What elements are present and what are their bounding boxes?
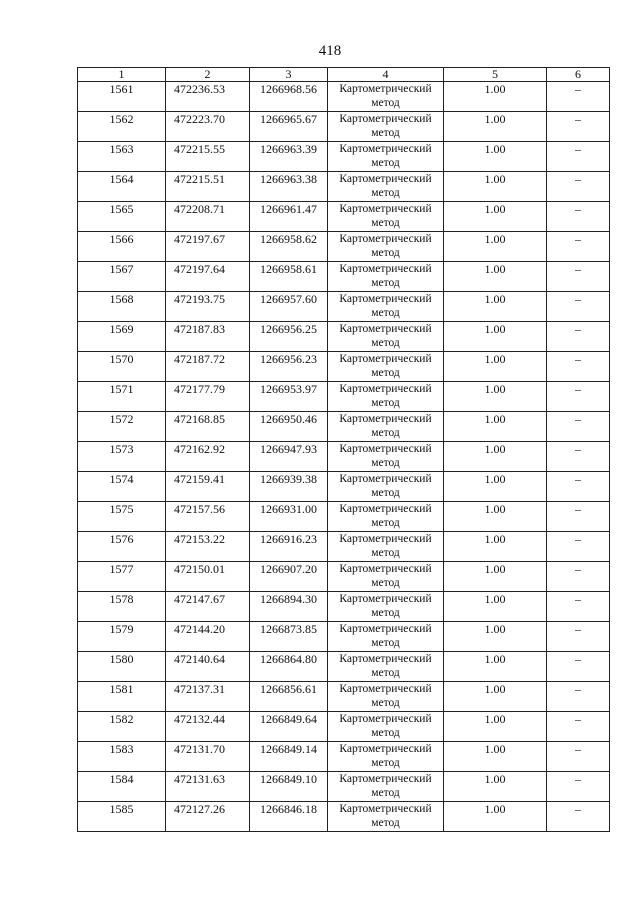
method-cell: Картометрический метод: [328, 622, 444, 652]
x-coordinate-cell: 472132.44: [166, 712, 250, 742]
point-number-cell: 1585: [78, 802, 166, 832]
accuracy-cell: 1.00: [444, 802, 547, 832]
method-cell: Картометрический метод: [328, 712, 444, 742]
table-row: [78, 742, 610, 772]
table-row: [78, 322, 610, 352]
note-cell: –: [547, 202, 610, 232]
method-cell: Картометрический метод: [328, 82, 444, 112]
x-coordinate-cell: 472162.92: [166, 442, 250, 472]
table-row: [78, 682, 610, 712]
method-cell: Картометрический метод: [328, 292, 444, 322]
y-coordinate-cell: 1266916.23: [250, 532, 328, 562]
accuracy-cell: 1.00: [444, 562, 547, 592]
x-coordinate-cell: 472215.55: [166, 142, 250, 172]
point-number-cell: 1584: [78, 772, 166, 802]
accuracy-cell: 1.00: [444, 322, 547, 352]
note-cell: –: [547, 82, 610, 112]
note-cell: –: [547, 802, 610, 832]
point-number-cell: 1562: [78, 112, 166, 142]
method-cell: Картометрический метод: [328, 202, 444, 232]
method-cell: Картометрический метод: [328, 172, 444, 202]
accuracy-cell: 1.00: [444, 442, 547, 472]
accuracy-cell: 1.00: [444, 682, 547, 712]
table-row: [78, 382, 610, 412]
y-coordinate-cell: 1266846.18: [250, 802, 328, 832]
note-cell: –: [547, 322, 610, 352]
y-coordinate-cell: 1266849.14: [250, 742, 328, 772]
table-row: [78, 652, 610, 682]
note-cell: –: [547, 682, 610, 712]
method-cell: Картометрический метод: [328, 262, 444, 292]
method-cell: Картометрический метод: [328, 742, 444, 772]
method-cell: Картометрический метод: [328, 142, 444, 172]
x-coordinate-cell: 472197.64: [166, 262, 250, 292]
table-row: [78, 172, 610, 202]
x-coordinate-cell: 472159.41: [166, 472, 250, 502]
method-cell: Картометрический метод: [328, 412, 444, 442]
note-cell: –: [547, 592, 610, 622]
accuracy-cell: 1.00: [444, 472, 547, 502]
column-header: 6: [547, 68, 610, 82]
note-cell: –: [547, 532, 610, 562]
accuracy-cell: 1.00: [444, 652, 547, 682]
method-cell: Картометрический метод: [328, 532, 444, 562]
y-coordinate-cell: 1266958.62: [250, 232, 328, 262]
y-coordinate-cell: 1266856.61: [250, 682, 328, 712]
note-cell: –: [547, 352, 610, 382]
accuracy-cell: 1.00: [444, 622, 547, 652]
point-number-cell: 1570: [78, 352, 166, 382]
x-coordinate-cell: 472153.22: [166, 532, 250, 562]
point-number-cell: 1577: [78, 562, 166, 592]
note-cell: –: [547, 712, 610, 742]
note-cell: –: [547, 622, 610, 652]
accuracy-cell: 1.00: [444, 202, 547, 232]
table-row: [78, 292, 610, 322]
page-number: 418: [318, 43, 342, 59]
y-coordinate-cell: 1266958.61: [250, 262, 328, 292]
x-coordinate-cell: 472208.71: [166, 202, 250, 232]
method-cell: Картометрический метод: [328, 112, 444, 142]
point-number-cell: 1581: [78, 682, 166, 712]
accuracy-cell: 1.00: [444, 592, 547, 622]
y-coordinate-cell: 1266947.93: [250, 442, 328, 472]
note-cell: –: [547, 442, 610, 472]
y-coordinate-cell: 1266956.23: [250, 352, 328, 382]
method-cell: Картометрический метод: [328, 562, 444, 592]
note-cell: –: [547, 382, 610, 412]
method-cell: Картометрический метод: [328, 232, 444, 262]
y-coordinate-cell: 1266950.46: [250, 412, 328, 442]
note-cell: –: [547, 262, 610, 292]
method-cell: Картометрический метод: [328, 472, 444, 502]
accuracy-cell: 1.00: [444, 112, 547, 142]
x-coordinate-cell: 472236.53: [166, 82, 250, 112]
y-coordinate-cell: 1266849.64: [250, 712, 328, 742]
note-cell: –: [547, 562, 610, 592]
y-coordinate-cell: 1266939.38: [250, 472, 328, 502]
table-row: [78, 442, 610, 472]
method-cell: Картометрический метод: [328, 802, 444, 832]
note-cell: –: [547, 232, 610, 262]
note-cell: –: [547, 772, 610, 802]
point-number-cell: 1563: [78, 142, 166, 172]
accuracy-cell: 1.00: [444, 352, 547, 382]
column-header: 4: [328, 68, 444, 82]
x-coordinate-cell: 472137.31: [166, 682, 250, 712]
x-coordinate-cell: 472131.70: [166, 742, 250, 772]
x-coordinate-cell: 472131.63: [166, 772, 250, 802]
point-number-cell: 1565: [78, 202, 166, 232]
table-row: [78, 142, 610, 172]
x-coordinate-cell: 472187.72: [166, 352, 250, 382]
point-number-cell: 1567: [78, 262, 166, 292]
y-coordinate-cell: 1266956.25: [250, 322, 328, 352]
point-number-cell: 1572: [78, 412, 166, 442]
column-header: 2: [166, 68, 250, 82]
accuracy-cell: 1.00: [444, 742, 547, 772]
point-number-cell: 1561: [78, 82, 166, 112]
table-row: [78, 352, 610, 382]
y-coordinate-cell: 1266894.30: [250, 592, 328, 622]
point-number-cell: 1576: [78, 532, 166, 562]
method-cell: Картометрический метод: [328, 592, 444, 622]
accuracy-cell: 1.00: [444, 412, 547, 442]
table-row: [78, 262, 610, 292]
table-row: [78, 712, 610, 742]
accuracy-cell: 1.00: [444, 172, 547, 202]
x-coordinate-cell: 472215.51: [166, 172, 250, 202]
table-row: [78, 532, 610, 562]
y-coordinate-cell: 1266907.20: [250, 562, 328, 592]
note-cell: –: [547, 112, 610, 142]
x-coordinate-cell: 472168.85: [166, 412, 250, 442]
table-row: [78, 202, 610, 232]
point-number-cell: 1566: [78, 232, 166, 262]
method-cell: Картометрический метод: [328, 442, 444, 472]
point-number-cell: 1579: [78, 622, 166, 652]
note-cell: –: [547, 142, 610, 172]
table-header-row: [78, 68, 610, 82]
method-cell: Картометрический метод: [328, 682, 444, 712]
accuracy-cell: 1.00: [444, 502, 547, 532]
table-row: [78, 112, 610, 142]
point-number-cell: 1580: [78, 652, 166, 682]
point-number-cell: 1575: [78, 502, 166, 532]
y-coordinate-cell: 1266968.56: [250, 82, 328, 112]
note-cell: –: [547, 172, 610, 202]
y-coordinate-cell: 1266963.38: [250, 172, 328, 202]
accuracy-cell: 1.00: [444, 772, 547, 802]
y-coordinate-cell: 1266873.85: [250, 622, 328, 652]
coordinates-table: [77, 67, 610, 832]
note-cell: –: [547, 742, 610, 772]
point-number-cell: 1573: [78, 442, 166, 472]
point-number-cell: 1571: [78, 382, 166, 412]
table-row: [78, 622, 610, 652]
table-row: [78, 472, 610, 502]
y-coordinate-cell: 1266961.47: [250, 202, 328, 232]
y-coordinate-cell: 1266963.39: [250, 142, 328, 172]
column-header: 5: [444, 68, 547, 82]
table-row: [78, 232, 610, 262]
note-cell: –: [547, 652, 610, 682]
method-cell: Картометрический метод: [328, 382, 444, 412]
point-number-cell: 1583: [78, 742, 166, 772]
method-cell: Картометрический метод: [328, 652, 444, 682]
point-number-cell: 1569: [78, 322, 166, 352]
note-cell: –: [547, 292, 610, 322]
method-cell: Картометрический метод: [328, 322, 444, 352]
method-cell: Картометрический метод: [328, 502, 444, 532]
accuracy-cell: 1.00: [444, 142, 547, 172]
note-cell: –: [547, 472, 610, 502]
accuracy-cell: 1.00: [444, 82, 547, 112]
method-cell: Картометрический метод: [328, 352, 444, 382]
table-row: [78, 592, 610, 622]
x-coordinate-cell: 472127.26: [166, 802, 250, 832]
table-row: [78, 772, 610, 802]
x-coordinate-cell: 472140.64: [166, 652, 250, 682]
x-coordinate-cell: 472187.83: [166, 322, 250, 352]
note-cell: –: [547, 502, 610, 532]
column-header: 1: [78, 68, 166, 82]
y-coordinate-cell: 1266965.67: [250, 112, 328, 142]
accuracy-cell: 1.00: [444, 712, 547, 742]
table-row: [78, 802, 610, 832]
x-coordinate-cell: 472144.20: [166, 622, 250, 652]
accuracy-cell: 1.00: [444, 232, 547, 262]
table-row: [78, 502, 610, 532]
point-number-cell: 1574: [78, 472, 166, 502]
point-number-cell: 1564: [78, 172, 166, 202]
x-coordinate-cell: 472193.75: [166, 292, 250, 322]
y-coordinate-cell: 1266931.00: [250, 502, 328, 532]
accuracy-cell: 1.00: [444, 292, 547, 322]
accuracy-cell: 1.00: [444, 532, 547, 562]
table-row: [78, 412, 610, 442]
point-number-cell: 1568: [78, 292, 166, 322]
x-coordinate-cell: 472223.70: [166, 112, 250, 142]
y-coordinate-cell: 1266864.80: [250, 652, 328, 682]
note-cell: –: [547, 412, 610, 442]
point-number-cell: 1582: [78, 712, 166, 742]
y-coordinate-cell: 1266953.97: [250, 382, 328, 412]
x-coordinate-cell: 472147.67: [166, 592, 250, 622]
x-coordinate-cell: 472150.01: [166, 562, 250, 592]
y-coordinate-cell: 1266957.60: [250, 292, 328, 322]
accuracy-cell: 1.00: [444, 382, 547, 412]
y-coordinate-cell: 1266849.10: [250, 772, 328, 802]
column-header: 3: [250, 68, 328, 82]
x-coordinate-cell: 472197.67: [166, 232, 250, 262]
point-number-cell: 1578: [78, 592, 166, 622]
table-row: [78, 82, 610, 112]
x-coordinate-cell: 472157.56: [166, 502, 250, 532]
x-coordinate-cell: 472177.79: [166, 382, 250, 412]
table-row: [78, 562, 610, 592]
accuracy-cell: 1.00: [444, 262, 547, 292]
method-cell: Картометрический метод: [328, 772, 444, 802]
